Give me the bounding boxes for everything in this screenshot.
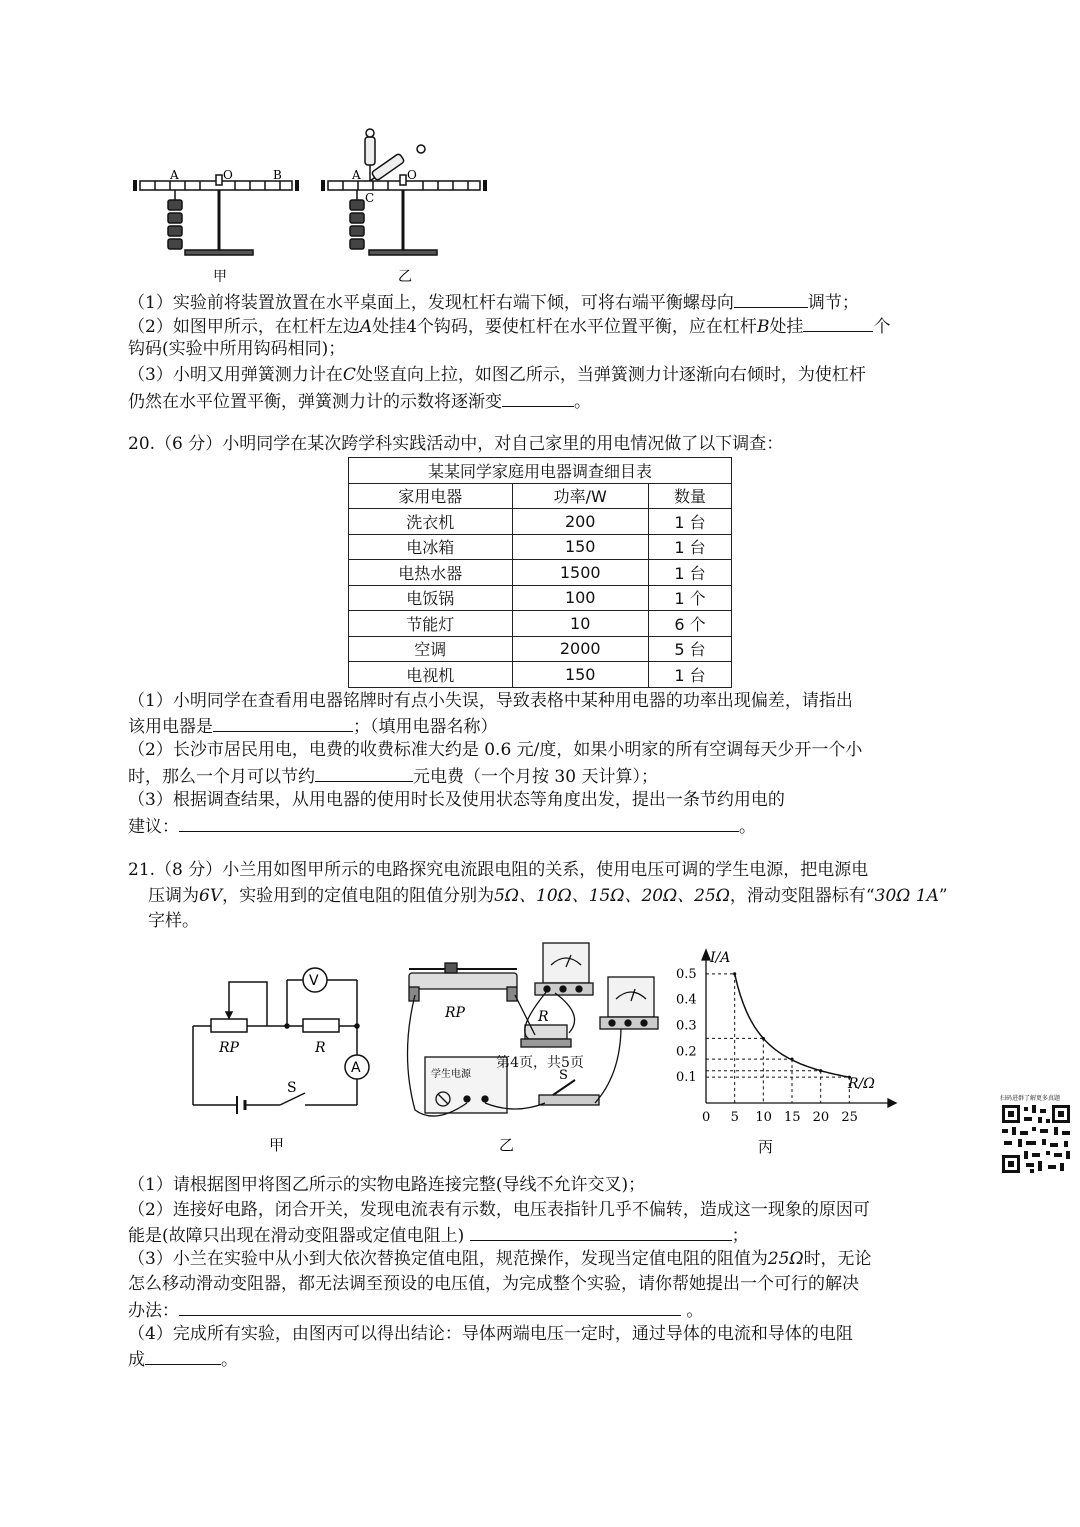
qr-label: 扫码进群了解更多真题 [1000, 1095, 1061, 1102]
x-axis-label: R/Ω [848, 1076, 875, 1092]
q19-blank-3[interactable] [502, 388, 574, 407]
voltmeter-label: V [309, 973, 319, 989]
q20-intro: 20.（6 分）小明同学在某次跨学科实践活动中，对自己家里的用电情况做了以下调查： [128, 434, 784, 454]
col-header-power: 功率/W [512, 483, 648, 509]
col-header-quantity: 数量 [648, 483, 731, 509]
caption-bing: 丙 [758, 1138, 774, 1156]
q20-part3-line1: （3）根据调查结果，从用电器的使用时长及使用状态等角度出发，提出一条节约用电的 [128, 790, 785, 810]
label-C-yi: C [365, 191, 375, 205]
caption-yi: 乙 [499, 1136, 515, 1154]
q21-part4-line2: 成 。 [128, 1346, 958, 1372]
label-A-jia: A [170, 168, 179, 182]
table-row: 节能灯 10 6 个 [349, 611, 732, 637]
table-row: 电热水器 1500 1 台 [349, 560, 732, 586]
switch-label-yi: S [559, 1068, 568, 1083]
q21-part1: （1）请根据图甲将图乙所示的实物电路连接完整(导线不允许交叉)； [128, 1175, 646, 1195]
q20-blank-1[interactable] [213, 713, 353, 732]
appliance-survey-table [348, 457, 732, 688]
r-label-jia: R [315, 1040, 326, 1056]
q21-blank-2[interactable] [470, 1222, 732, 1241]
table-row: 电冰箱 150 1 台 [349, 534, 732, 560]
caption-yi-top: 乙 [398, 269, 412, 285]
q21-part3-line2: 怎么移动滑动变阻器，都无法调至预设的电压值，为完成整个实验，请你帮她提出一个可行的解决 [128, 1274, 859, 1294]
q19-blank-1[interactable] [734, 289, 808, 308]
x-tick-label: 10 [755, 1110, 772, 1125]
q21-part2-line2: 能是(故障只出现在滑动变阻器或定值电阻上) ； [128, 1222, 958, 1248]
label-A-yi: A [352, 168, 361, 182]
q21-line1: 21.（8 分）小兰用如图甲所示的电路探究电流跟电阻的关系，使用电压可调的学生电源，把电源电 [128, 860, 869, 880]
ammeter-label: A [351, 1060, 361, 1076]
x-tick-label: 5 [730, 1110, 739, 1125]
r-label-yi: R [538, 1009, 549, 1025]
y-tick-label: 0.4 [676, 992, 697, 1008]
rp-label-jia: RP [219, 1040, 239, 1056]
lever-jia [135, 175, 297, 255]
switch-label-jia: S [287, 1080, 297, 1096]
label-O-yi: O [407, 168, 417, 182]
q20-blank-2[interactable] [315, 763, 413, 782]
q20-part3-line2: 建议： 。 [128, 813, 958, 839]
qr-code[interactable] [1000, 1103, 1072, 1175]
q19-part3-line2: 仍然在水平位置平衡，弹簧测力计的示数将逐渐变 。 [128, 388, 958, 414]
q20-blank-3[interactable] [179, 813, 739, 832]
q19-part2-line1: （2）如图甲所示，在杠杆左边A处挂4个钩码，要使杠杆在水平位置平衡，应在杠杆B处挂 个 [128, 313, 958, 339]
lever-figures [125, 125, 505, 285]
table-row: 洗衣机 200 1 台 [349, 509, 732, 535]
q21-blank-3[interactable] [179, 1297, 681, 1316]
q19-part2-line2: 钩码(实验中所用钩码相同)； [128, 339, 346, 359]
x-tick-label: 20 [812, 1110, 830, 1125]
label-B-jia: B [273, 168, 282, 182]
caption-jia-top: 甲 [213, 269, 227, 285]
table-row: 电视机 150 1 台 [349, 662, 732, 688]
table-title: 某某同学家庭用电器调查细目表 [349, 458, 732, 484]
table-row: 电饭锅 100 1 个 [349, 585, 732, 611]
q21-part3-line3: 办法： 。 [128, 1297, 958, 1323]
lever-yi [323, 129, 485, 255]
data-point [733, 972, 736, 975]
power-supply-label: 学生电源 [431, 1069, 471, 1080]
q20-part2-line2: 时，那么一个月可以节约 元电费（一个月按 30 天计算）； [128, 763, 958, 789]
q20-part2-line1: （2）长沙市居民用电，电费的收费标准大约是 0.6 元/度，如果小明家的所有空调每天少开一个小 [128, 740, 863, 760]
y-tick-label: 0.1 [676, 1070, 697, 1086]
q21-part4-line1: （4）完成所有实验，由图丙可以得出结论：导体两端电压一定时，通过导体的电流和导体的电阻 [128, 1324, 853, 1344]
y-tick-label: 0.3 [676, 1018, 697, 1034]
q21-part2-line1: （2）连接好电路，闭合开关，发现电流表有示数，电压表指针几乎不偏转，造成这一现象的原因可 [128, 1200, 870, 1220]
y-tick-label: 0.5 [676, 966, 697, 982]
current-resistance-chart [670, 938, 910, 1160]
rp-label-yi: RP [445, 1005, 465, 1021]
q20-part1-line2: 该用电器是 ；（填用电器名称） [128, 713, 958, 739]
y-axis-label: I/A [710, 950, 731, 966]
physical-circuit-yi [395, 935, 665, 1160]
q19-part3-line1: （3）小明又用弹簧测力计在C处竖直向上拉，如图乙所示，当弹簧测力计逐渐向右倾时，为使杠杆 [128, 365, 866, 385]
page-number: 第4页，共5页 [496, 1055, 584, 1071]
x-tick-label: 25 [841, 1110, 858, 1125]
q20-part1-line1: （1）小明同学在查看用电器铭牌时有点小失误，导致表格中某种用电器的功率出现偏差，请指出 [128, 691, 853, 711]
caption-jia: 甲 [269, 1136, 285, 1154]
table-row: 空调 2000 5 台 [349, 636, 732, 662]
x-tick-label: 15 [784, 1110, 801, 1125]
q19-blank-2[interactable] [803, 313, 873, 332]
q19-part1: （1）实验前将装置放置在水平桌面上，发现杠杆右端下倾，可将右端平衡螺母向 调节； [128, 289, 958, 315]
col-header-appliance: 家用电器 [349, 483, 513, 509]
q21-part3-line1: （3）小兰在实验中从小到大依次替换定值电阻，规范操作，发现当定值电阻的阻值为25Ω时，无论 [128, 1249, 872, 1269]
label-O-jia: O [223, 168, 233, 182]
data-point [762, 1037, 765, 1040]
q21-line3: 字样。 [148, 911, 199, 931]
q21-line2: 压调为6V，实验用到的定值电阻的阻值分别为5Ω、10Ω、15Ω、20Ω、25Ω，滑动变阻器标有“30Ω 1A” [148, 886, 948, 906]
x-tick-label: 0 [702, 1110, 711, 1125]
y-tick-label: 0.2 [676, 1044, 697, 1060]
q21-blank-4[interactable] [145, 1346, 221, 1365]
